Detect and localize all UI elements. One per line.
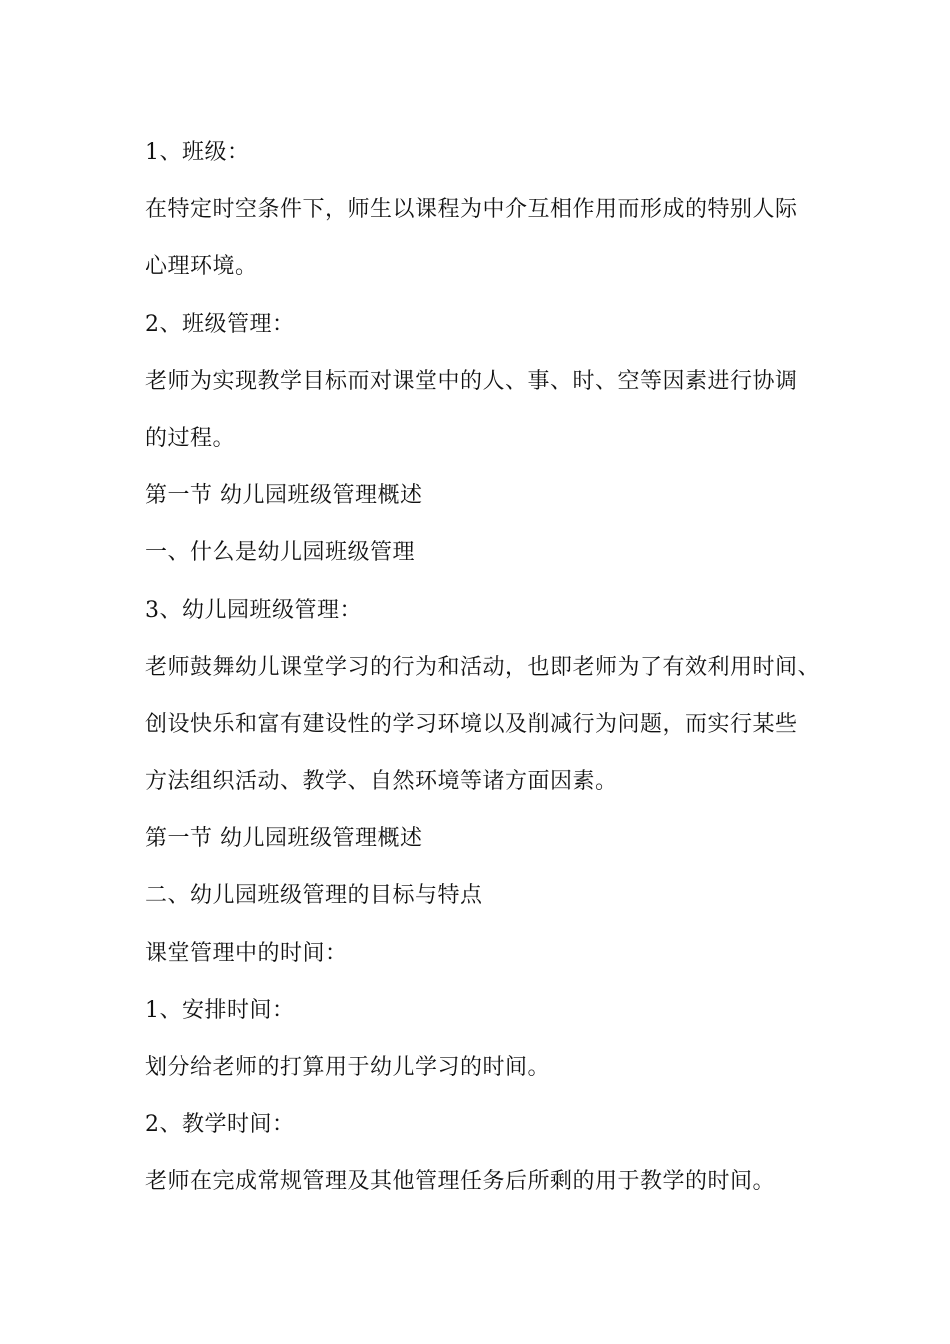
document-body — [145, 130, 845, 1217]
paragraph-line: 划分给老师的打算用于幼儿学习的时间。 — [145, 1055, 551, 1080]
paragraph-line: 的过程。 — [145, 425, 236, 451]
term-heading-teaching-time: 2、教学时间： — [145, 1112, 295, 1138]
paragraph-line: 创设快乐和富有建设性的学习环境以及削减行为问题，而实行某些 — [145, 711, 798, 737]
paragraph-line: 在特定时空条件下，师生以课程为中介互相作用而形成的特别人际 — [145, 197, 798, 223]
paragraph-line: 心理环境。 — [145, 254, 258, 280]
section-heading: 第一节 幼儿园班级管理概述 — [145, 483, 423, 509]
subsection-heading: 一、什么是幼儿园班级管理 — [145, 540, 416, 566]
term-heading-allocated-time: 1、安排时间： — [145, 997, 295, 1023]
section-heading: 第一节 幼儿园班级管理概述 — [145, 826, 423, 852]
paragraph-line: 老师鼓舞幼儿课堂学习的行为和活动，也即老师为了有效利用时间、 — [145, 654, 821, 680]
topic-heading-time: 课堂管理中的时间： — [145, 940, 348, 966]
term-heading-kindergarten-class-management: 3、幼儿园班级管理： — [145, 597, 362, 623]
paragraph-line: 方法组织活动、教学、自然环境等诸方面因素。 — [145, 769, 618, 795]
paragraph-line: 老师在完成常规管理及其他管理任务后所剩的用于教学的时间。 — [145, 1169, 776, 1195]
term-heading-class: 1、班级： — [145, 140, 250, 165]
subsection-heading: 二、幼儿园班级管理的目标与特点 — [145, 883, 483, 909]
term-heading-class-management: 2、班级管理： — [145, 311, 295, 337]
paragraph-line: 老师为实现教学目标而对课堂中的人、事、时、空等因素进行协调 — [145, 368, 798, 394]
